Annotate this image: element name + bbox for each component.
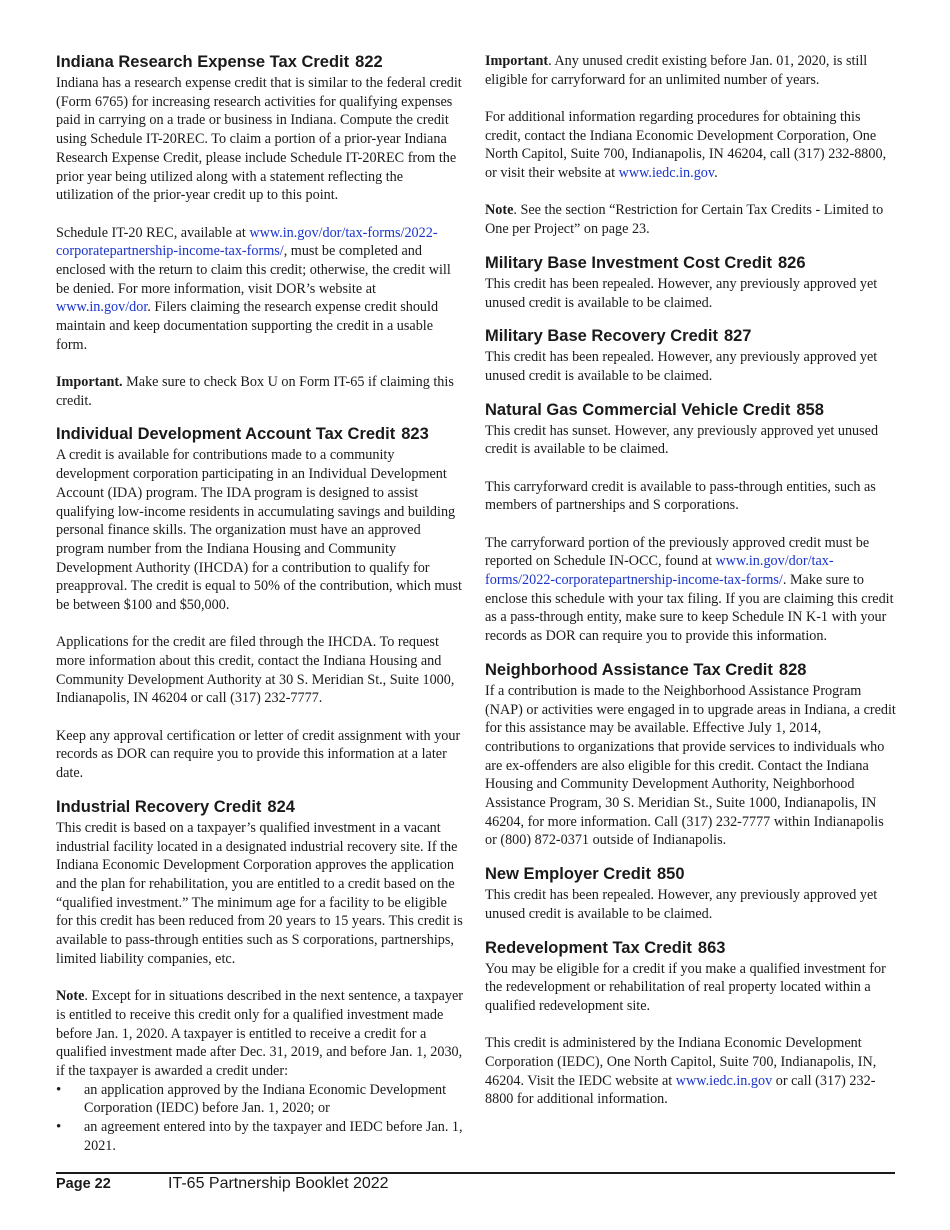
left-column xyxy=(56,52,464,1155)
section-heading-military-investment: Military Base Investment Cost Credit 826 xyxy=(485,253,806,272)
credit-code: 858 xyxy=(796,400,824,419)
paragraph: Schedule IT-20 REC, available at www.in.gov/dor/tax-forms/2022-corporatepartnership-income-tax-forms/, must be completed and enclosed with the return to claim this credit; otherwise, the credit will be denied. For more information, visit DOR’s website at www.in.gov/dor. Filers claiming the research expense credit should maintain and keep documentation supporting the credit in a usable form. xyxy=(56,224,451,353)
paragraph: This credit has been repealed. However, any previously approved yet unused credit is available to be claimed. xyxy=(485,887,878,922)
paragraph: This carryforward credit is available to pass-through entities, such as members of partnerships and S corporations. xyxy=(485,478,876,514)
iedc-website-link[interactable]: www.iedc.in.gov xyxy=(675,1072,773,1089)
section-heading-new-employer: New Employer Credit 850 xyxy=(485,865,685,884)
section-heading-ida: Individual Development Account Tax Credit 823 xyxy=(56,425,429,444)
section-heading-industrial: Industrial Recovery Credit 824 xyxy=(56,797,295,816)
list-item: • an application approved by the Indiana Economic Development Corporation (IEDC) before Jan. 1, 2020; or xyxy=(84,1081,464,1118)
paragraph: This credit is administered by the Indiana Economic Development Corporation (IEDC), One North Capitol, Suite 700, Indianapolis, IN, 46204. Visit the IEDC website at www.iedc.in.gov or call (317) 232-8800 for additional information. xyxy=(485,1035,877,1108)
paragraph: This credit has been repealed. However, any previously approved yet unused credit is available to be claimed. xyxy=(485,275,878,311)
paragraph: Applications for the credit are filed through the IHCDA. To request more information about this credit, contact the Indiana Housing and Community Development Authority at 30 S. Meridian St., Suite 1000, Indianapolis, IN 46204 or call (317) 232-7777. xyxy=(56,634,455,707)
note-paragraph: Note. Except for in situations described in the next sentence, a taxpayer is entitled to receive this credit only for a qualified investment made before Jan. 1, 2020. A taxpayer is entitled to receive a credit for a qualified investment made after Dec. 31, 2019, and before Jan. 1, 2030, if the taxpayer is awarded a credit under: xyxy=(56,988,463,1079)
section-heading-redevelopment: Redevelopment Tax Credit 863 xyxy=(485,938,726,957)
credit-code: 822 xyxy=(355,53,383,71)
section-heading-military-recovery: Military Base Recovery Credit 827 xyxy=(485,327,752,346)
paragraph: This credit has sunset. However, any previously approved yet unused credit is available to be claimed. xyxy=(485,422,879,458)
important-note: Important. Any unused credit existing before Jan. 01, 2020, is still eligible for carryforward for an unlimited number of years. xyxy=(485,53,868,88)
dor-website-link[interactable]: www.in.gov/dor xyxy=(56,299,148,316)
paragraph: You may be eligible for a credit if you make a qualified investment for the redevelopment or rehabilitation of real property located within a qualified redevelopment site. xyxy=(485,960,886,1014)
dor-tax-forms-link[interactable]: www.in.gov/dor/tax-forms/2022-corporatepartnership-income-tax-forms/ xyxy=(56,224,438,260)
credit-code: 828 xyxy=(778,660,807,679)
paragraph: For additional information regarding procedures for obtaining this credit, contact the Indiana Economic Development Corporation, One North Capitol, Suite 700, Indianapolis, IN 46204, call (317) 232-8800, or visit their website at www.iedc.in.gov. xyxy=(485,109,887,182)
dor-tax-forms-link[interactable]: www.in.gov/dor/tax-forms/2022-corporatepartnership-income-tax-forms/ xyxy=(485,553,834,589)
section-heading-natural-gas: Natural Gas Commercial Vehicle Credit 858 xyxy=(485,400,824,419)
footer-divider xyxy=(56,1172,895,1174)
booklet-title: IT-65 Partnership Booklet 2022 xyxy=(168,1175,389,1192)
note-paragraph: Note. See the section “Restriction for Certain Tax Credits - Limited to One per Project” on page 23. xyxy=(485,202,884,238)
section-heading-neighborhood: Neighborhood Assistance Tax Credit 828 xyxy=(485,660,807,679)
iedc-website-link[interactable]: www.iedc.in.gov xyxy=(618,165,715,182)
paragraph: The carryforward portion of the previously approved credit must be reported on Schedule IN-OCC, found at www.in.gov/dor/tax-forms/2022-corporatepartnership-income-tax-forms/. Make sure to enclose this schedule with your tax filing. If you are claiming this credit as a pass-through entity, make sure to keep Schedule IN K-1 with your records as DOR can require you to provide this information. xyxy=(485,534,894,645)
bullet-list xyxy=(56,1081,464,1156)
paragraph: Keep any approval certification or letter of credit assignment with your records as DOR can require you to provide this information at a later date. xyxy=(56,727,461,782)
paragraph: If a contribution is made to the Neighborhood Assistance Program (NAP) or activities were engaged in to upgrade areas in Indiana, a credit for this assistance may be available. Effective July 1, 2014, contributions to organizations that provide services to individuals who are ex-offenders are also eligible for this credit. Contact the Indiana Housing and Community Development Authority, Neighborhood Assistance Program, 30 S. Meridian St., Suite 1000, Indianapolis, IN 46204, for more information. Call (317) 232-7777 within Indianapolis or (800) 872-0371 outside of Indianapolis. xyxy=(485,682,896,849)
list-item: • an agreement entered into by the taxpayer and IEDC before Jan. 1, 2021. xyxy=(84,1118,464,1155)
credit-code: 863 xyxy=(697,938,726,957)
right-column xyxy=(485,52,897,1109)
credit-code: 850 xyxy=(656,865,685,884)
paragraph: This credit has been repealed. However, any previously approved yet unused credit is available to be claimed. xyxy=(485,349,878,384)
paragraph: A credit is available for contributions made to a community development corporation participating in an Individual Development Account (IDA) program. The IDA program is designed to assist qualifying low-income residents in accumulating savings and building personal finance skills. The organization must have an approved program number from the Indiana Housing and Community Development Authority (IHCDA) for a contribution to qualify for preapproval. The credit is equal to 50% of the contribution, which must be between $100 and $50,000. xyxy=(56,447,462,614)
paragraph: This credit is based on a taxpayer’s qualified investment in a vacant industrial facility located in a designated industrial recovery site. If the Indiana Economic Development Corporation approves the application and the plan for rehabilitation, you are entitled to a credit based on the “qualified investment.” The minimum age for a facility to be eligible for this credit has been reduced from 20 years to 15 years. This credit is available to pass-through entities such as S corporations, partnerships, limited liability companies, etc. xyxy=(56,819,463,967)
credit-code: 826 xyxy=(778,253,806,272)
credit-code: 823 xyxy=(401,425,429,444)
credit-code: 824 xyxy=(267,797,295,816)
important-note: Important. Make sure to check Box U on Form IT-65 if claiming this credit. xyxy=(56,374,454,409)
section-heading-research: Indiana Research Expense Tax Credit 822 xyxy=(56,53,383,71)
page-number: Page 22 xyxy=(56,1176,111,1192)
paragraph: Indiana has a research expense credit that is similar to the federal credit (Form 6765) for increasing research activities for qualifying expenses paid in carrying on a trade or business in Indiana. Compute the credit using Schedule IT-20REC. To claim a portion of a prior-year Indiana Research Expense Credit, please include Schedule IT-20REC from the prior year being utilized along with a statement reflecting the utilization of the prior-year credit up to this point. xyxy=(56,75,462,204)
page-footer xyxy=(56,1175,389,1193)
credit-code: 827 xyxy=(723,327,752,346)
